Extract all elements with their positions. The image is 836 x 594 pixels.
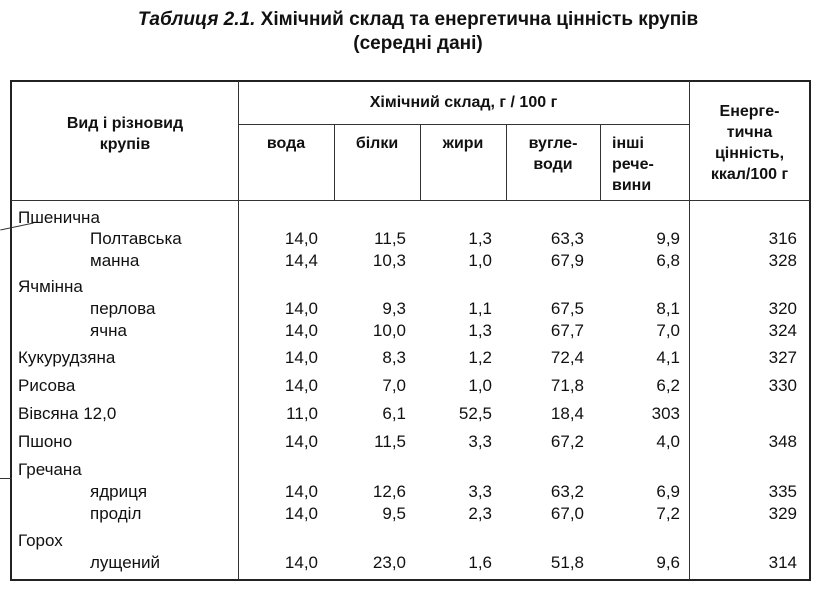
row-value: 9,6 [656,553,680,572]
row-value: 51,8 [550,553,584,572]
row-value: 14,0 [284,348,318,367]
row-value: 63,3 [550,229,584,248]
header-carbs: вугле- води [528,135,578,173]
table-caption: Хімічний склад та енергетична цінність крупів [260,9,699,30]
row-value: 14,0 [284,321,318,340]
row-value: 330 [768,376,797,395]
row-label: лущений [90,553,161,572]
row-value: 328 [768,251,797,270]
row-value: 67,0 [550,504,584,523]
row-value: 2,3 [468,504,492,523]
header-fat: жири [442,135,484,152]
row-value: 6,8 [656,251,680,270]
row-value: 72,4 [550,348,584,367]
row-label: Рисова [18,376,76,395]
row-label: Ячмінна [18,277,83,296]
row-value: 14,0 [284,229,318,248]
row-value: 335 [768,482,797,501]
row-value: 3,3 [468,432,492,451]
row-label: Гречана [18,460,82,479]
row-value: 1,0 [468,251,492,270]
row-label: ядриця [90,482,148,501]
row-value: 314 [768,553,797,572]
row-value: 67,2 [550,432,584,451]
row-value: 7,0 [382,376,406,395]
row-value: 67,9 [550,251,584,270]
row-value: 329 [768,504,797,523]
row-label: манна [90,251,140,270]
row-value: 3,3 [468,482,492,501]
row-label: проділ [90,504,142,523]
row-value: 1,0 [468,376,492,395]
row-value: 324 [768,321,797,340]
header-bottom-line [11,200,810,201]
header-kind: Вид і різновид крупів [66,115,184,153]
row-label: Пшенична [18,208,100,227]
row-value: 9,5 [382,504,406,523]
header-water: вода [266,135,306,152]
row-value: 10,0 [372,321,406,340]
table-title [0,8,836,56]
row-value: 14,0 [284,432,318,451]
row-value: 67,5 [550,299,584,318]
row-value: 327 [768,348,797,367]
row-label: Кукурудзяна [18,348,116,367]
row-value: 8,1 [656,299,680,318]
row-label: ячна [90,321,127,340]
row-value: 6,2 [656,376,680,395]
row-value: 7,0 [656,321,680,340]
row-value: 7,2 [656,504,680,523]
row-value: 14,0 [284,482,318,501]
header-divider [238,124,689,125]
row-value: 14,0 [284,376,318,395]
row-value: 14,0 [284,504,318,523]
row-value: 10,3 [372,251,406,270]
row-value: 1,1 [468,299,492,318]
table-caption-subtitle: (середні дані) [353,33,483,54]
row-value: 11,0 [286,404,318,423]
row-value: 12,6 [372,482,406,501]
row-label: Полтавська [90,229,182,248]
row-value: 1,3 [468,321,492,340]
row-value: 316 [768,229,797,248]
row-label: Вівсяна 12,0 [18,404,117,423]
row-value: 9,3 [382,299,406,318]
row-label: перлова [90,299,156,318]
margin-mark [0,478,12,479]
row-value: 1,2 [468,348,492,367]
row-value: 6,9 [656,482,680,501]
row-value: 1,3 [468,229,492,248]
row-value: 4,1 [656,348,680,367]
row-value: 6,1 [382,404,406,423]
row-value: 14,0 [284,553,318,572]
row-value: 9,9 [656,229,680,248]
row-value: 320 [768,299,797,318]
row-value: 23,0 [372,553,406,572]
header-other: інші рече- вини [612,135,654,194]
row-value: 63,2 [550,482,584,501]
row-label: Горох [18,531,63,550]
col-divider [600,124,601,200]
header-chemical-composition: Хімічний склад, г / 100 г [369,94,558,111]
row-value: 67,7 [550,321,584,340]
row-value: 14,0 [284,299,318,318]
row-value: 8,3 [382,348,406,367]
table-number: Таблиця 2.1. [137,9,256,30]
row-value: 71,8 [550,376,584,395]
row-label: Пшоно [18,432,73,451]
row-value: 52,5 [458,404,492,423]
row-value: 18,4 [550,404,584,423]
row-value: 4,0 [656,432,680,451]
row-value: 11,5 [374,432,406,451]
row-value: 348 [768,432,797,451]
row-value: 11,5 [374,229,406,248]
header-protein: білки [355,135,399,152]
row-value: 1,6 [468,553,492,572]
row-value: 14,4 [284,251,318,270]
header-energy: Енерге- тична цінність, ккал/100 г [710,103,789,183]
row-value: 303 [651,404,680,423]
